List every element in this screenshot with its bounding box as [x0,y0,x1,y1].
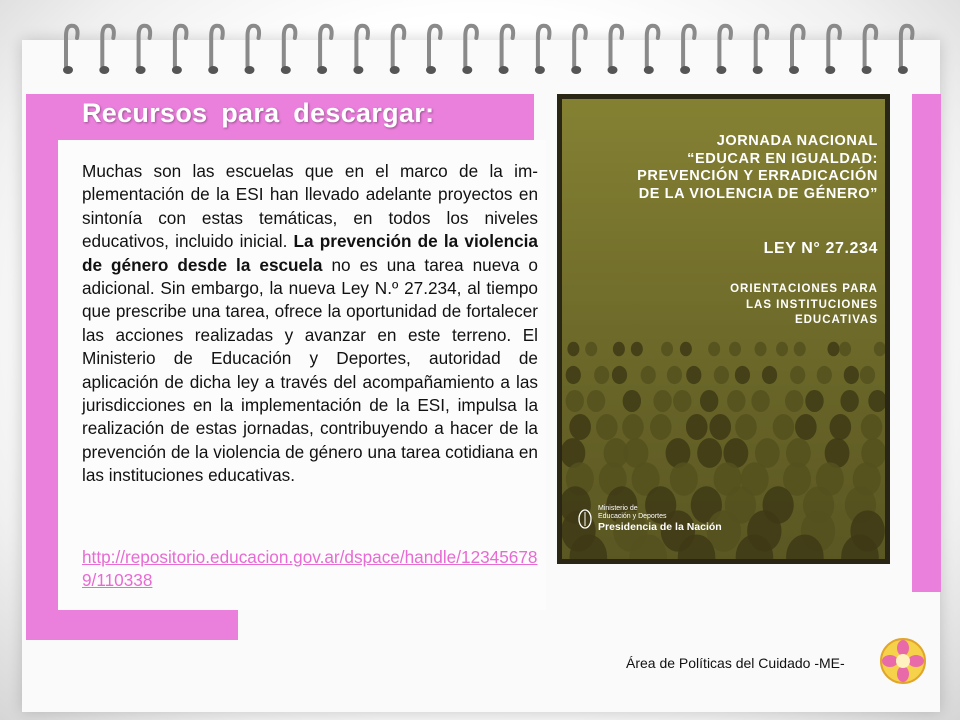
audience-head [566,366,581,384]
spiral-hole [245,66,255,74]
spiral-hole [571,66,581,74]
audience-head [661,342,673,356]
spiral-hole [208,66,218,74]
spiral-ring [66,26,78,66]
repository-link[interactable]: http://repositorio.educacion.gov.ar/dspace/handle/123456789/110338 [82,547,538,590]
spiral-ring [248,26,260,66]
audience-head [844,366,859,384]
spiral-ring [393,26,405,66]
spiral-ring [102,26,114,66]
audience-head [667,366,682,384]
cover-title-line: DE LA VIOLENCIA DE GÉNERO” [638,185,878,202]
spiral-hole [462,66,472,74]
spiral-ring [647,26,659,66]
audience-head [631,342,643,356]
audience-head [785,390,803,412]
slide-title: Recursos para descargar: [82,98,435,128]
spiral-ring [320,26,332,66]
audience-head [673,390,691,412]
audience-head [840,390,858,412]
audience-head [567,342,579,356]
spiral-ring [756,26,768,66]
cover-subtitle-line: LAS INSTITUCIONES [745,298,878,311]
spiral-hole [789,66,799,74]
spiral-ring [356,26,368,66]
audience-head [861,414,883,440]
audience-head [776,342,788,356]
bottom-accent-bar [26,610,238,640]
argentina-seal-icon [578,509,592,529]
audience-head [596,414,618,440]
audience-head [670,462,698,496]
spiral-binding-icon [0,14,960,84]
audience-head [773,414,795,440]
spiral-hole [317,66,327,74]
audience-head [839,342,851,356]
spiral-hole [608,66,618,74]
spiral-ring [465,26,477,66]
ministry-logo [578,505,722,533]
audience-head [697,438,722,468]
spiral-hole [172,66,182,74]
flower-logo-icon [878,636,928,686]
body-bold: La prevención de la violencia de género desde la escuela [82,231,538,275]
spiral-ring [719,26,731,66]
audience-head [686,414,708,440]
left-accent-bar [26,94,58,640]
spiral-hole [716,66,726,74]
cover-title-line: JORNADA NACIONAL [716,133,878,149]
audience-head [641,366,656,384]
audience-head [613,342,625,356]
audience-head [680,342,692,356]
ministry-small-2: Educación y Deportes [598,513,667,520]
audience-head [612,366,627,384]
spiral-hole [680,66,690,74]
footer-credit: Área de Políticas del Cuidado -ME- [626,655,845,671]
spiral-ring [574,26,586,66]
audience-head [714,366,729,384]
audience-head [795,414,817,440]
spiral-hole [281,66,291,74]
audience-head [755,342,767,356]
spiral-hole [644,66,654,74]
spiral-hole [63,66,73,74]
body-rest: no es una tarea nueva o adicional. Sin embargo, la nueva Ley N.º 27.234, al tiempo que prescribe una tarea, ofrece la oportunidad de fortalecer las acciones realizadas y avanzar en este terreno. El Ministerio de Educación y Deportes, autoridad de aplicación de dicha ley a través del acompañamiento a las jurisdicciones en la implementación de la ESI, impulsa la realización de estas jornadas, contribuyendo a hacer de la prevención de la violencia de género una tarea cotidiana en las instituciones educativas. [82,254,538,486]
audience-head [762,366,777,384]
spiral-hole [136,66,146,74]
spiral-ring [901,26,913,66]
audience-head [650,414,672,440]
spiral-hole [99,66,109,74]
audience-head [594,366,609,384]
document-cover-image[interactable] [557,94,890,564]
audience-head [569,414,591,440]
audience-head [729,342,741,356]
audience-head [622,414,644,440]
audience-head [830,414,852,440]
audience-head [566,390,584,412]
cover-title-line: “EDUCAR EN IGUALDAD: [687,150,878,167]
spiral-ring [538,26,550,66]
spiral-ring [211,26,223,66]
audience-head [735,366,750,384]
spiral-ring [175,26,187,66]
body-intro: Muchas son las escuelas que en el marco de la im-plementación de la ESI han llevado adelante proyectos en sintonía con estas temáticas, en todos los niveles educativos, incluido inicial. [82,161,538,252]
ministry-small-1: Ministerio de [598,505,638,512]
spiral-ring [611,26,623,66]
spiral-hole [862,66,872,74]
presidency-label: Presidencia de la Nación [598,521,722,533]
spiral-hole [753,66,763,74]
audience-head [805,390,823,412]
spiral-ring [683,26,695,66]
audience-head [860,366,875,384]
spiral-ring [139,26,151,66]
audience-head [686,366,701,384]
audience-head [735,414,757,440]
spiral-ring [429,26,441,66]
audience-head [794,342,806,356]
spiral-ring [502,26,514,66]
cover-photo [562,99,885,559]
spiral-hole [535,66,545,74]
audience-head [709,414,731,440]
cover-subtitle-line: ORIENTACIONES PARA [730,283,878,295]
audience-head [708,342,720,356]
audience-head [827,342,839,356]
spiral-hole [499,66,509,74]
right-accent-bar [912,94,941,592]
cover-title [562,133,878,203]
audience-head [817,366,832,384]
ministry-text [598,505,722,533]
audience-head [623,390,641,412]
audience-head [727,390,745,412]
spiral-ring [284,26,296,66]
audience-head [587,390,605,412]
spiral-hole [426,66,436,74]
cover-title-line: PREVENCIÓN Y ERRADICACIÓN [637,168,878,184]
spiral-ring [792,26,804,66]
cover-subtitle-line: EDUCATIVAS [794,314,878,326]
audience-head [653,390,671,412]
spiral-hole [825,66,835,74]
audience-head [585,342,597,356]
audience-head [790,366,805,384]
spiral-hole [353,66,363,74]
cover-law-number: LEY N° 27.234 [763,240,878,257]
audience-head [700,390,718,412]
spiral-ring [865,26,877,66]
cover-subtitle [562,282,878,329]
spiral-hole [898,66,908,74]
audience-head [751,390,769,412]
body-paragraph [82,160,538,488]
spiral-hole [390,66,400,74]
spiral-ring [828,26,840,66]
